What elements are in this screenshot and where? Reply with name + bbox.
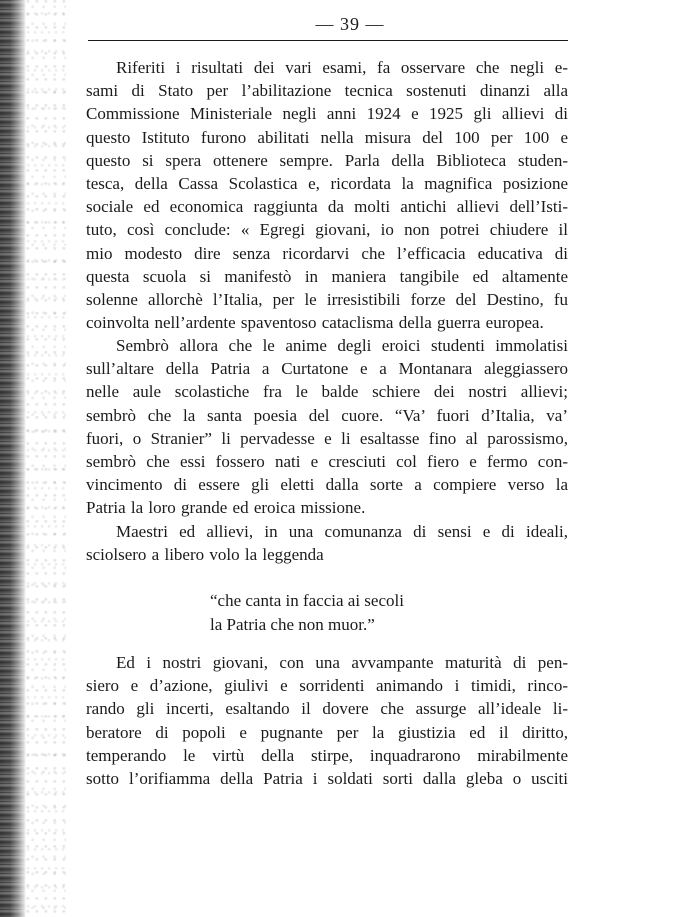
text-line: solenne allorchè l’Italia, per le irresistibili forze del Destino, fu bbox=[86, 290, 568, 310]
text-line: questo Istituto furono abilitati nella misura del 100 per 100 e bbox=[86, 127, 568, 147]
text-line: Patria la loro grande ed eroica missione. bbox=[86, 498, 366, 518]
scan-speckle bbox=[26, 0, 66, 917]
text-line: questo si spera ottenere sempre. Parla della Biblioteca studen- bbox=[86, 150, 568, 170]
text-line: sciolsero a libero volo la leggenda bbox=[86, 545, 324, 565]
paragraph-2 bbox=[86, 334, 568, 520]
text-line: sull’altare della Patria a Curtatone e a Montanara aleggiassero bbox=[86, 359, 568, 379]
text-line: tesca, della Cassa Scolastica e, ricordata la magnifica posizione bbox=[86, 174, 568, 194]
text-line: Maestri ed allievi, in una comunanza di sensi e di ideali, bbox=[116, 522, 568, 541]
text-line: Ed i nostri giovani, con una avvampante maturità di pen- bbox=[116, 653, 568, 672]
text-line: questa scuola si manifestò in maniera tangibile ed altamente bbox=[86, 266, 568, 286]
paragraph-4 bbox=[86, 651, 568, 790]
text-line: sotto l’orifiamma della Patria i soldati sorti dalla gleba o usciti bbox=[86, 769, 568, 789]
text-line: mio modesto dire senza ricordarvi che l’efficacia educativa di bbox=[86, 243, 568, 263]
text-line: sociale ed economica raggiunta da molti antichi allievi dell’Isti- bbox=[86, 197, 568, 217]
text-line: Commissione Ministeriale negli anni 1924 e 1925 gli allievi di bbox=[86, 104, 568, 124]
paragraph-1 bbox=[86, 56, 568, 334]
text-line: sami di Stato per l’abilitazione tecnica sostenuti dinanzi alla bbox=[86, 81, 568, 101]
text-line: beratore di popoli e pugnante per la giustizia ed il diritto, bbox=[86, 722, 568, 742]
text-line: nelle aule scolastiche fra le balde schiere dei nostri allievi; bbox=[86, 382, 568, 402]
text-line: siero e d’azione, giulivi e sorridenti animando i timidi, rinco- bbox=[86, 676, 568, 696]
text-line: coinvolta nell’ardente spaventoso cataclisma della guerra europea. bbox=[86, 313, 544, 333]
text-line: temperando le virtù della stirpe, inquadrarono mirabilmente bbox=[86, 745, 568, 765]
quote-line: la Patria che non muor.” bbox=[210, 614, 375, 634]
text-line: Riferiti i risultati dei vari esami, fa osservare che negli e- bbox=[116, 58, 568, 77]
scanned-binding-edge bbox=[0, 0, 26, 917]
text-line: sembrò che essi fossero nati e cresciuti col fiero e fermo con- bbox=[86, 452, 568, 472]
text-line: Sembrò allora che le anime degli eroici studenti immolatisi bbox=[116, 336, 568, 355]
page-number: — 39 — bbox=[315, 14, 385, 34]
quote-line: “che canta in faccia ai secoli bbox=[210, 591, 404, 610]
text-line: sembrò che la santa poesia del cuore. “Va’ fuori d’Italia, va’ bbox=[86, 405, 568, 425]
header-rule bbox=[88, 40, 568, 41]
text-line: rando gli incerti, esaltando il dovere che assurge all’ideale li- bbox=[86, 699, 568, 719]
paragraph-3 bbox=[86, 520, 568, 566]
text-line: fuori, o Stranier” li pervadesse e li esaltasse fino al parossismo, bbox=[86, 428, 568, 448]
text-line: tuto, così conclude: « Egregi giovani, io non potrei chiudere il bbox=[86, 220, 568, 240]
text-line: vincimento di essere gli eletti dalla sorte a compiere verso la bbox=[86, 475, 568, 495]
verse-quote bbox=[210, 589, 404, 636]
